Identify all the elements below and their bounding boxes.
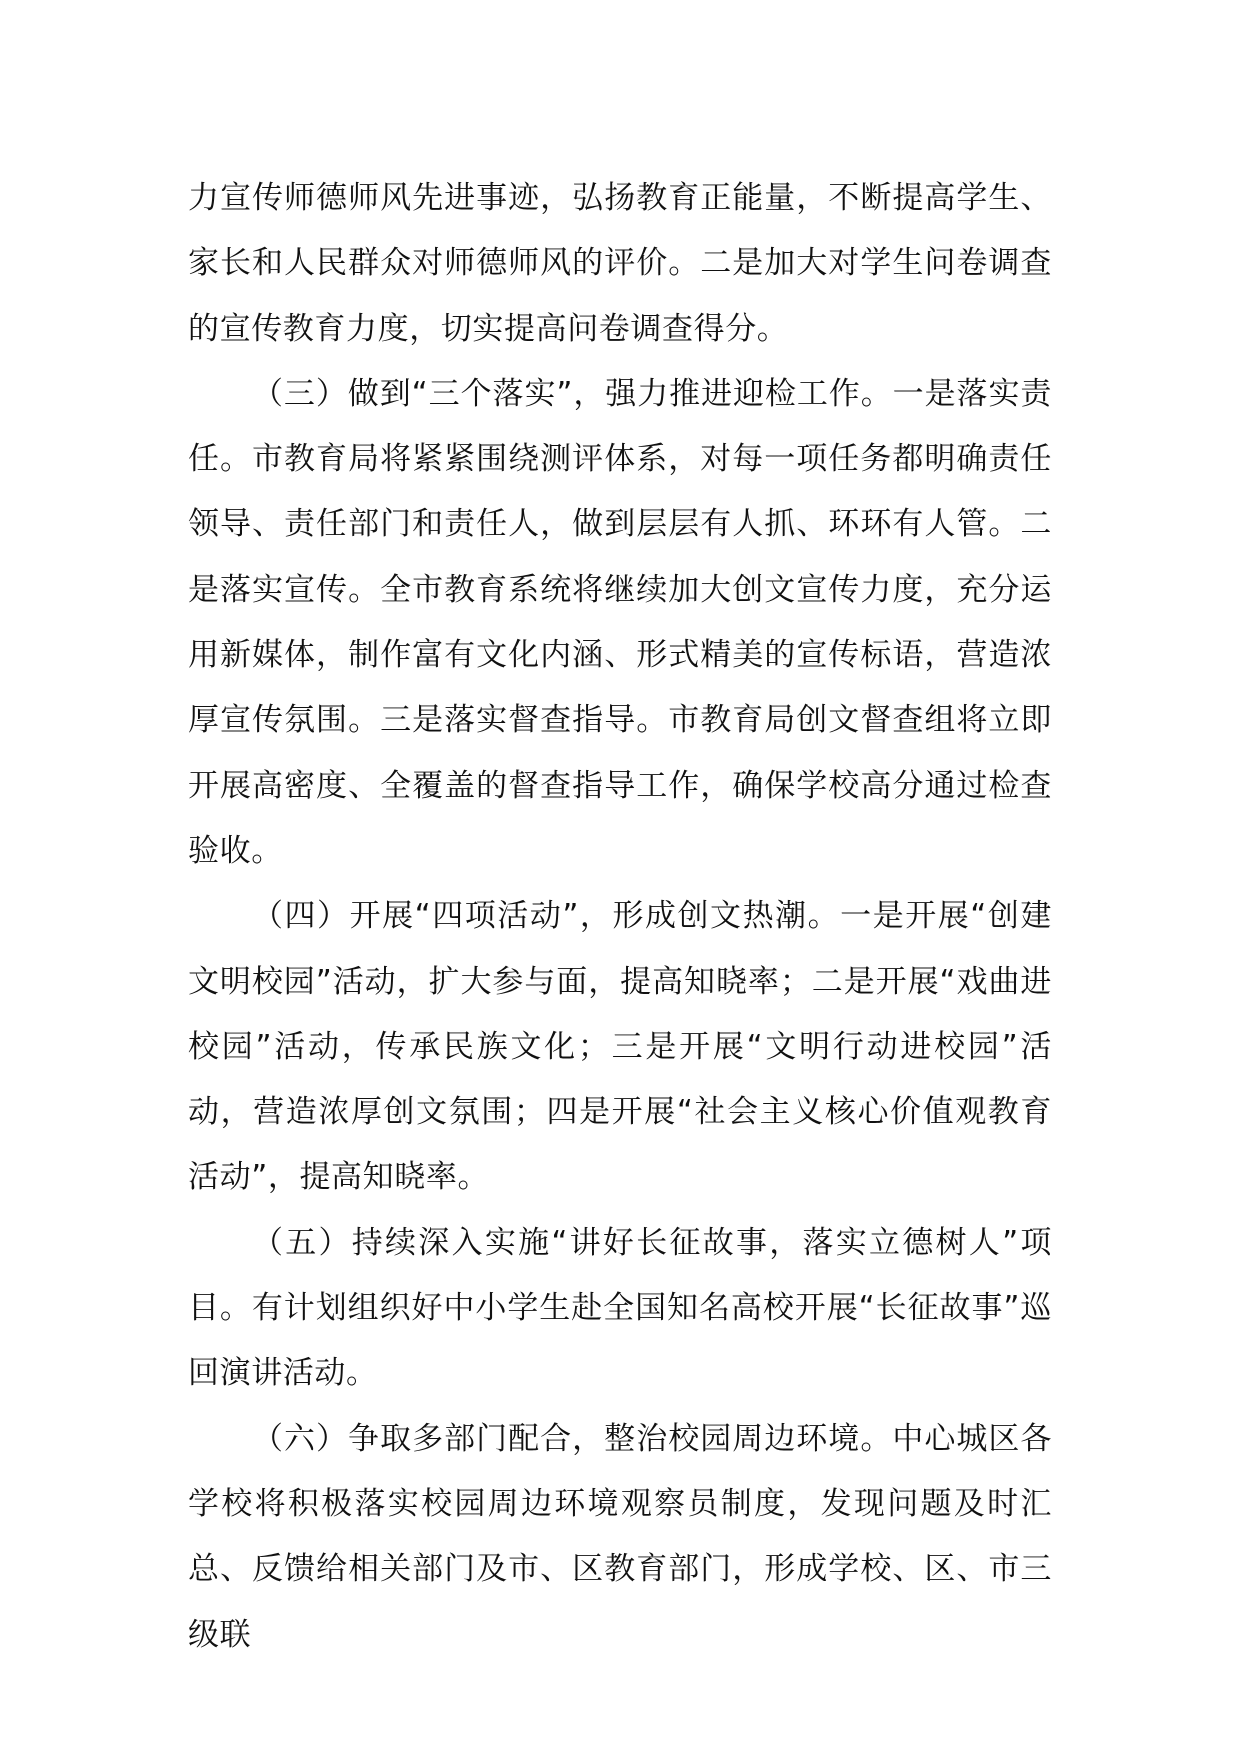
paragraph-section-four: （四）开展“四项活动”，形成创文热潮。一是开展“创建文明校园”活动，扩大参与面，提高知晓率；二是开展“戏曲进校园”活动，传承民族文化；三是开展“文明行动进校园”活动，营造浓厚创文氛围；四是开展“社会主义核心价值观教育活动”，提高知晓率。	[188, 898, 1052, 1196]
document-body	[188, 166, 1052, 1668]
paragraph-section-five: （五）持续深入实施“讲好长征故事，落实立德树人”项目。有计划组织好中小学生赴全国知名高校开展“长征故事”巡回演讲活动。	[188, 1224, 1052, 1392]
paragraph-section-six: （六）争取多部门配合，整治校园周边环境。中心城区各学校将积极落实校园周边环境观察员制度，发现问题及时汇总、反馈给相关部门及市、区教育部门，形成学校、区、市三级联	[188, 1420, 1052, 1653]
paragraph-continuation: 力宣传师德师风先进事迹，弘扬教育正能量，不断提高学生、家长和人民群众对师德师风的评价。二是加大对学生问卷调查的宣传教育力度，切实提高问卷调查得分。	[188, 180, 1052, 347]
paragraph-section-three: （三）做到“三个落实”，强力推进迎检工作。一是落实责任。市教育局将紧紧围绕测评体系，对每一项任务都明确责任领导、责任部门和责任人，做到层层有人抓、环环有人管。二是落实宣传。全市教育系统将继续加大创文宣传力度，充分运用新媒体，制作富有文化内涵、形式精美的宣传标语，营造浓厚宣传氛围。三是落实督查指导。市教育局创文督查组将立即开展高密度、全覆盖的督查指导工作，确保学校高分通过检查验收。	[188, 375, 1052, 869]
